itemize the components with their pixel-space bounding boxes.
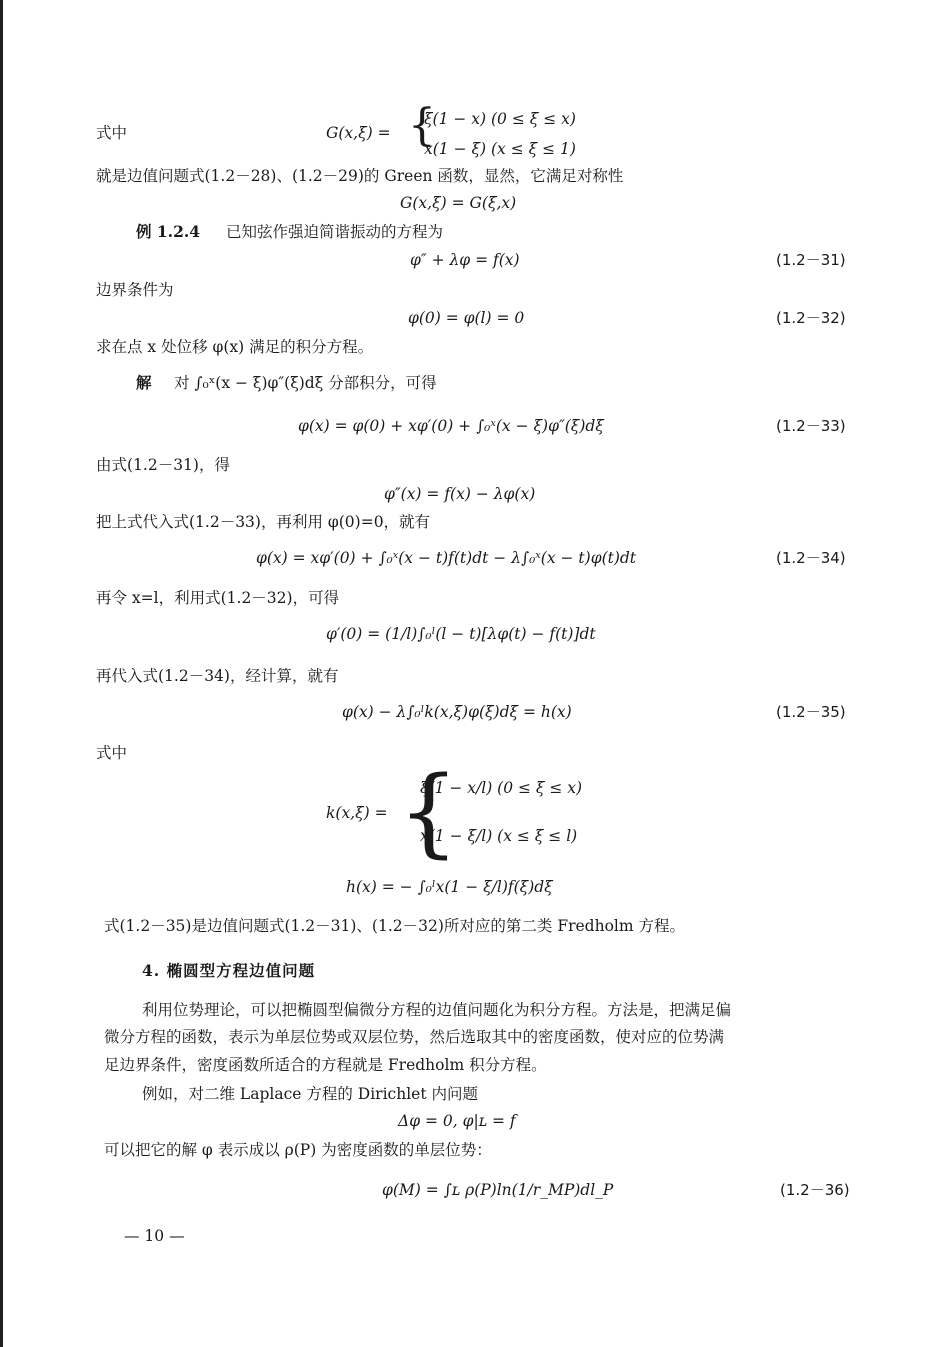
text-line: 可以把它的解 φ 表示成以 ρ(P) 为密度函数的单层位势： bbox=[104, 1141, 492, 1159]
text-line: 足边界条件，密度函数所适合的方程就是 Fredholm 积分方程。 bbox=[104, 1056, 547, 1074]
section-heading: 4. 椭圆型方程边值问题 bbox=[142, 961, 316, 980]
example-label: 例 1.2.4 bbox=[136, 222, 201, 241]
text-line: 利用位势理论，可以把椭圆型偏微分方程的边值问题化为积分方程。方法是，把满足偏 bbox=[142, 1001, 732, 1019]
text-line: 由式(1.2－31)，得 bbox=[96, 456, 230, 474]
scan-edge bbox=[0, 0, 3, 1347]
text-line: 例如，对二维 Laplace 方程的 Dirichlet 内问题 bbox=[142, 1085, 478, 1103]
page-number: — 10 — bbox=[124, 1227, 185, 1245]
equation-number: (1.2－36) bbox=[780, 1181, 850, 1199]
equation-number: (1.2－31) bbox=[776, 251, 846, 269]
text-line: 就是边值问题式(1.2－28)、(1.2－29)的 Green 函数，显然，它满足对称性 bbox=[96, 167, 624, 185]
equation-number: (1.2－33) bbox=[776, 417, 846, 435]
formula: φ″(x) = f(x) − λφ(x) bbox=[384, 485, 536, 503]
text-line: 式(1.2－35)是边值问题式(1.2－31)、(1.2－32)所对应的第二类 Fredholm 方程。 bbox=[104, 917, 685, 935]
formula: ξ(1 − x) (0 ≤ ξ ≤ x) bbox=[424, 110, 576, 128]
equation-number: (1.2－32) bbox=[776, 309, 846, 327]
formula: G(x,ξ) = bbox=[326, 124, 391, 142]
formula: h(x) = − ∫₀ˡx(1 − ξ/l)f(ξ)dξ bbox=[346, 878, 553, 896]
text-line: 边界条件为 bbox=[96, 281, 174, 299]
text-line: 式中 bbox=[96, 744, 128, 762]
formula: φ(x) = φ(0) + xφ′(0) + ∫₀ˣ(x − ξ)φ″(ξ)dξ bbox=[298, 417, 604, 435]
formula: k(x,ξ) = bbox=[326, 804, 388, 822]
formula: x(1 − ξ/l) (x ≤ ξ ≤ l) bbox=[420, 827, 578, 845]
equation-number: (1.2－35) bbox=[776, 703, 846, 721]
formula: φ(0) = φ(l) = 0 bbox=[408, 309, 525, 327]
text-line: 把上式代入式(1.2－33)，再利用 φ(0)=0，就有 bbox=[96, 513, 431, 531]
brace: { bbox=[408, 100, 436, 151]
formula: φ′(0) = (1/l)∫₀ˡ(l − t)[λφ(t) − f(t)]dt bbox=[326, 625, 596, 643]
text-line: 微分方程的函数，表示为单层位势或双层位势，然后选取其中的密度函数，使对应的位势满 bbox=[104, 1028, 725, 1046]
text-line: 再代入式(1.2－34)，经计算，就有 bbox=[96, 667, 339, 685]
text-line: 求在点 x 处位移 φ(x) 满足的积分方程。 bbox=[96, 338, 374, 356]
text-line: 式中 bbox=[96, 124, 128, 142]
text-line: 已知弦作强迫简谐振动的方程为 bbox=[226, 223, 444, 241]
formula: ξ(1 − x/l) (0 ≤ ξ ≤ x) bbox=[420, 779, 583, 797]
equation-number: (1.2－34) bbox=[776, 549, 846, 567]
formula: G(x,ξ) = G(ξ,x) bbox=[400, 194, 517, 212]
formula: φ″ + λφ = f(x) bbox=[410, 251, 520, 269]
text-line: 再令 x=l，利用式(1.2－32)，可得 bbox=[96, 589, 340, 607]
formula: φ(x) = xφ′(0) + ∫₀ˣ(x − t)f(t)dt − λ∫₀ˣ(x − t)φ(t)dt bbox=[256, 549, 637, 567]
formula: φ(x) − λ∫₀ˡk(x,ξ)φ(ξ)dξ = h(x) bbox=[342, 703, 572, 721]
formula: φ(M) = ∫ʟ ρ(P)ln(1/r_MP)dl_P bbox=[382, 1181, 614, 1199]
formula: x(1 − ξ) (x ≤ ξ ≤ 1) bbox=[424, 140, 576, 158]
formula: Δφ = 0, φ|ʟ = f bbox=[398, 1112, 516, 1130]
text-line: 对 ∫₀ˣ(x − ξ)φ″(ξ)dξ 分部积分，可得 bbox=[174, 374, 437, 392]
solution-label: 解 bbox=[136, 373, 152, 392]
brace: { bbox=[398, 756, 460, 868]
